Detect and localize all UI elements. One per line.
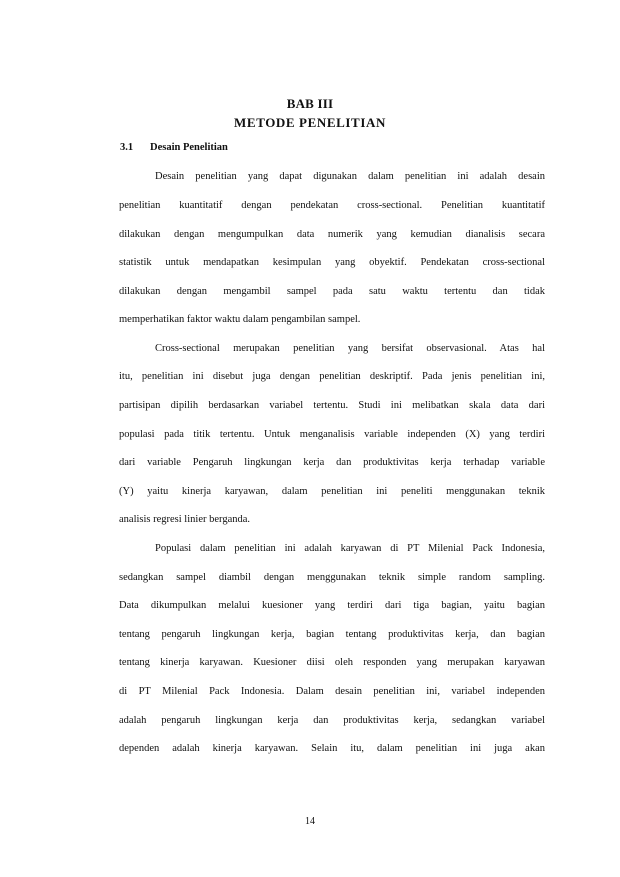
text-line: dependen adalah kinerja karyawan. Selain itu, dalam penelitian ini juga akan xyxy=(119,743,545,754)
text-line: Data dikumpulkan melalui kuesioner yang terdiri dari tiga bagian, yaitu bagian xyxy=(119,600,545,611)
text-line: tentang kinerja karyawan. Kuesioner diisi oleh responden yang merupakan karyawan xyxy=(119,657,545,668)
text-line: sedangkan sampel diambil dengan menggunakan teknik simple random sampling. xyxy=(119,572,545,583)
text-line: itu, penelitian ini disebut juga dengan penelitian deskriptif. Pada jenis penelitian ini, xyxy=(119,371,545,382)
text-line: memperhatikan faktor waktu dalam pengambilan sampel. xyxy=(119,314,361,325)
text-line: di PT Milenial Pack Indonesia. Dalam desain penelitian ini, variabel independen xyxy=(119,686,545,697)
text-line: dari variable Pengaruh lingkungan kerja dan produktivitas kerja terhadap variable xyxy=(119,457,545,468)
page-number: 14 xyxy=(305,816,315,827)
text-line: penelitian kuantitatif dengan pendekatan cross-sectional. Penelitian kuantitatif xyxy=(119,200,545,211)
text-line: Desain penelitian yang dapat digunakan dalam penelitian ini adalah desain xyxy=(155,171,545,182)
text-line: tentang pengaruh lingkungan kerja, bagian tentang produktivitas kerja, dan bagian xyxy=(119,629,545,640)
text-line: Cross-sectional merupakan penelitian yang bersifat observasional. Atas hal xyxy=(155,343,545,354)
text-line: dilakukan dengan mengambil sampel pada satu waktu tertentu dan tidak xyxy=(119,286,545,297)
text-line: analisis regresi linier berganda. xyxy=(119,514,251,525)
text-line: dilakukan dengan mengumpulkan data numerik yang kemudian dianalisis secara xyxy=(119,229,545,240)
text-line: adalah pengaruh lingkungan kerja dan produktivitas kerja, sedangkan variabel xyxy=(119,715,545,726)
text-line: partisipan dipilih berdasarkan variabel tertentu. Studi ini melibatkan skala data dari xyxy=(119,400,545,411)
text-line: (Y) yaitu kinerja karyawan, dalam penelitian ini peneliti menggunakan teknik xyxy=(119,486,545,497)
section-heading xyxy=(120,142,228,153)
text-line: statistik untuk mendapatkan kesimpulan yang obyektif. Pendekatan cross-sectional xyxy=(119,257,545,268)
text-line: Populasi dalam penelitian ini adalah karyawan di PT Milenial Pack Indonesia, xyxy=(155,543,545,554)
chapter-number: BAB III xyxy=(286,96,334,111)
text-line: populasi pada titik tertentu. Untuk menganalisis variable independen (X) yang terdiri xyxy=(119,429,545,440)
section-number: 3.1 xyxy=(120,142,134,153)
section-title: Desain Penelitian xyxy=(150,142,228,153)
chapter-title: METODE PENELITIAN xyxy=(234,115,386,130)
